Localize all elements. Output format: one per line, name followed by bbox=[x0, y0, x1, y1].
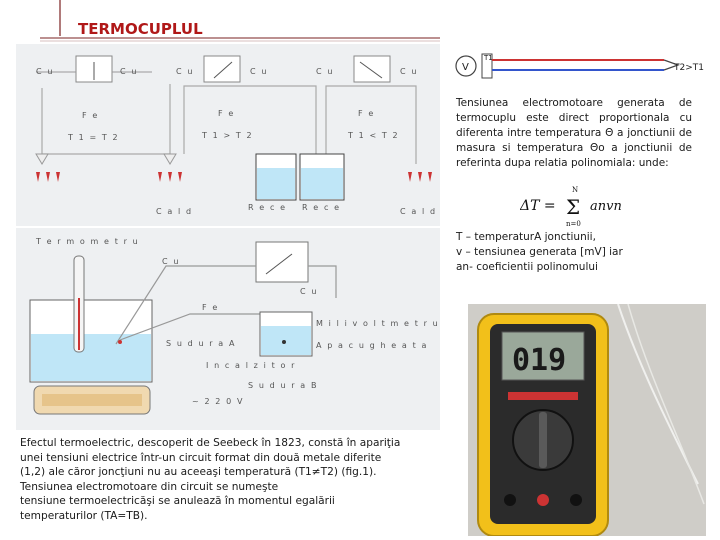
paragraph-line-1: Efectul termoelectric, descoperit de Seebeck în 1823, constă în apariţia bbox=[20, 437, 401, 449]
definition-t: T – temperaturA jonctiunii, bbox=[456, 231, 596, 243]
sigma-icon: Σ bbox=[566, 195, 581, 219]
label-cu-right: C u bbox=[300, 287, 318, 296]
definition-v: v – tensiunea generata [mV] iar bbox=[456, 246, 623, 258]
label-cu-6: C u bbox=[400, 67, 418, 76]
thermocouple-sketch bbox=[452, 44, 716, 88]
label-fe: F e bbox=[202, 303, 219, 312]
multimeter-photo bbox=[468, 304, 706, 536]
heat-symbols bbox=[36, 172, 432, 182]
label-cu-2: C u bbox=[120, 67, 138, 76]
paragraph-line-3: (1,2) ale căror joncţiuni nu au aceeaşi temperatură (T1≠T2) (fig.1). bbox=[20, 466, 377, 479]
thermocouple-setup-diagram bbox=[16, 228, 440, 430]
label-rece-1: R e c e bbox=[248, 203, 287, 212]
multimeter-display: 019 bbox=[512, 343, 567, 378]
paragraph-line-4: Tensiunea electromotoare din circuit se numeşte bbox=[20, 480, 279, 493]
label-sudura-b: S u d u r a B bbox=[248, 381, 319, 390]
polynomial-formula bbox=[520, 184, 640, 228]
page-title: TERMOCUPLUL bbox=[78, 20, 203, 38]
label-t1-lt: T 1 < T 2 bbox=[348, 131, 400, 140]
label-cald-left: C a l d bbox=[156, 207, 193, 216]
label-fe-3: F e bbox=[358, 109, 375, 118]
definition-a: an- coeficientii polinomului bbox=[456, 261, 598, 273]
cold-beakers bbox=[256, 154, 344, 200]
paragraph-line-2: unei tensiuni electrice într-un circuit format din două metale diferite bbox=[20, 451, 382, 464]
label-cu-5: C u bbox=[316, 67, 334, 76]
label-cu-top: C u bbox=[162, 257, 180, 266]
sketch-v-label: V bbox=[462, 62, 469, 73]
paragraph-line-5: tensiune termoelectricăşi se anulează în momentul egalării bbox=[20, 495, 335, 508]
circuit-less bbox=[316, 56, 418, 164]
label-cu-1: C u bbox=[36, 67, 54, 76]
label-termometru: T e r m o m e t r u bbox=[36, 237, 140, 246]
description-text: Tensiunea electromotoare generata de termocuplu este direct proportionala cu diferenta intre temperatura Θ a jonctiunii de masura si temperatura Θo a jonctiunii de referinta dupa relatia polinomiala: unde: bbox=[456, 97, 692, 169]
label-t1-eq: T 1 = T 2 bbox=[68, 133, 120, 142]
circuit-greater bbox=[176, 56, 316, 154]
definitions-list bbox=[456, 230, 696, 275]
label-incalzitor: I n c a l z i t o r bbox=[206, 361, 296, 370]
sketch-t2-label: T2>T1 bbox=[674, 63, 704, 73]
formula-sum-top: N bbox=[572, 186, 579, 194]
label-cald-right: C a l d bbox=[400, 207, 437, 216]
formula-lhs: ΔT = bbox=[520, 198, 556, 214]
sketch-t1-label: T1 bbox=[484, 54, 493, 62]
label-cu-4: C u bbox=[250, 67, 268, 76]
formula-term: anvn bbox=[590, 199, 622, 214]
bottom-paragraph bbox=[20, 436, 436, 524]
label-fe-1: F e bbox=[82, 111, 99, 120]
label-voltage: ~ 2 2 0 V bbox=[192, 397, 245, 406]
label-cu-3: C u bbox=[176, 67, 194, 76]
label-rece-2: R e c e bbox=[302, 203, 341, 212]
paragraph-line-6: temperaturilor (TA=TB). bbox=[20, 509, 148, 522]
label-t1-gt: T 1 > T 2 bbox=[202, 131, 254, 140]
label-sudura-a: S u d u r a A bbox=[166, 339, 237, 348]
circuit-equal bbox=[36, 56, 176, 164]
label-apa-cu-gheata: A p a c u g h e a t a bbox=[316, 341, 428, 350]
formula-sum-bottom: n=0 bbox=[566, 220, 581, 228]
label-fe-2: F e bbox=[218, 109, 235, 118]
thermocouple-circuits-diagram bbox=[16, 44, 440, 226]
galvanometer-3 bbox=[354, 56, 390, 82]
galvanometer-2 bbox=[204, 56, 240, 82]
label-milivoltmetru: M i l i v o l t m e t r u bbox=[316, 319, 440, 328]
